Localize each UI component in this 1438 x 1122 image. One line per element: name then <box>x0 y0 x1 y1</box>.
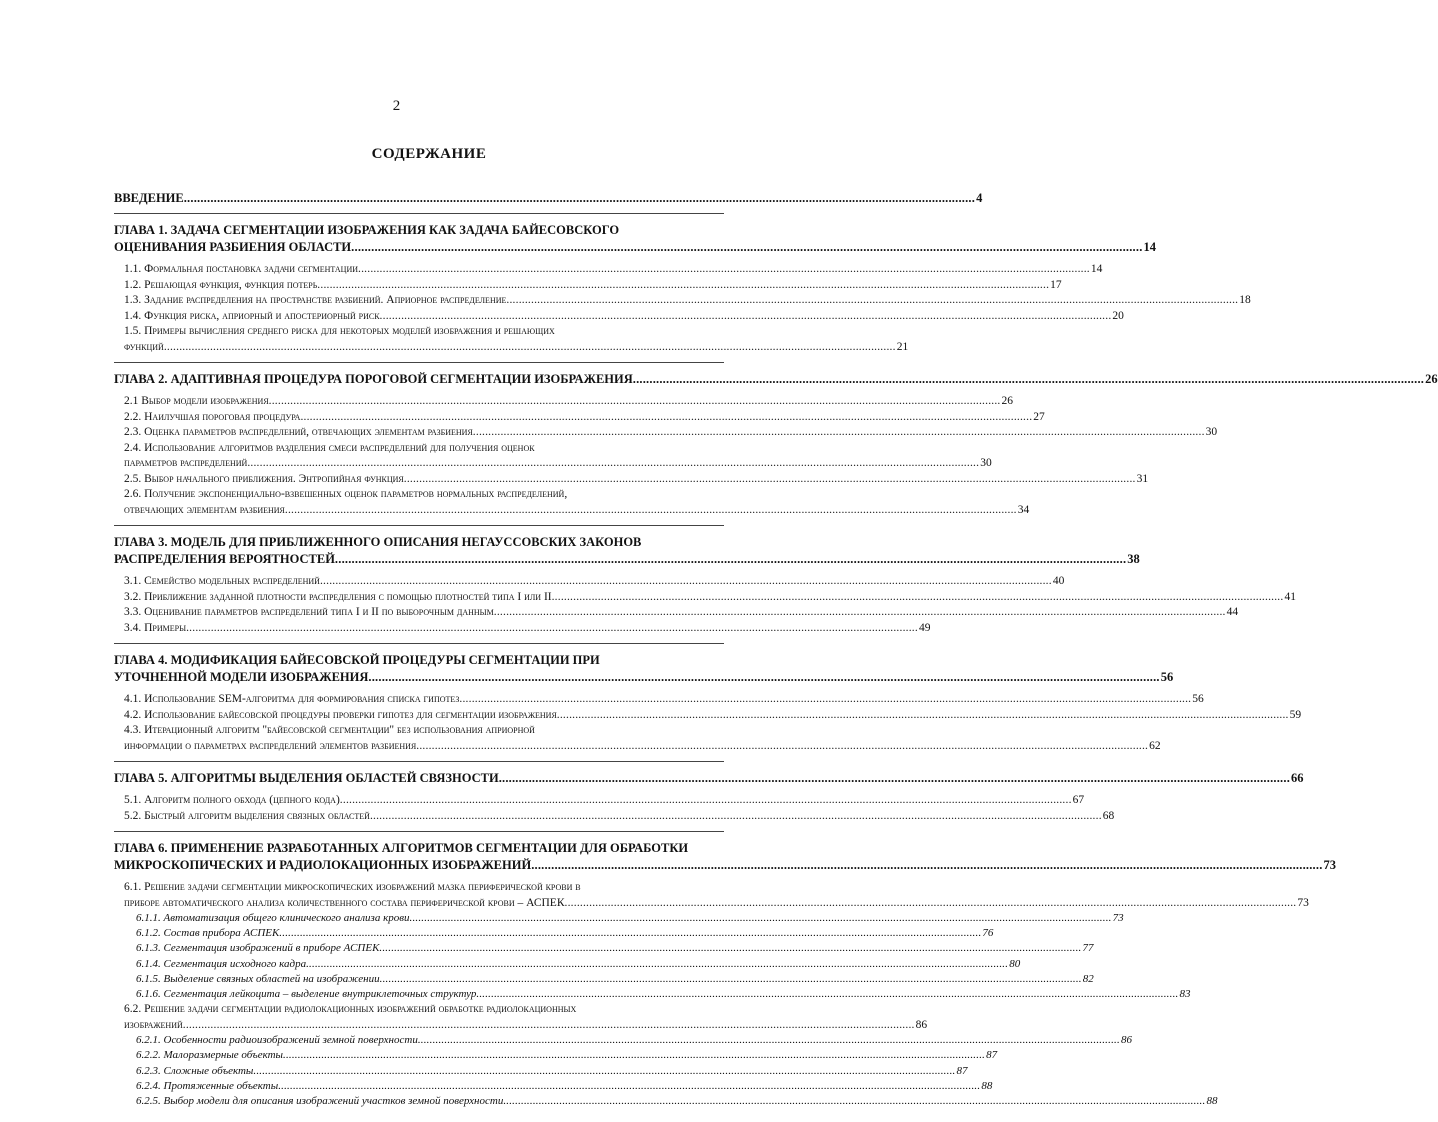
toc-section[interactable] <box>124 278 1062 294</box>
toc-page: 4 <box>976 191 983 205</box>
dot-leader <box>410 911 1112 926</box>
toc-section[interactable] <box>124 487 1030 518</box>
toc-label: 1.1. Формальная постановка задачи сегментации <box>124 263 359 275</box>
toc-chapter-4[interactable] <box>114 652 1174 686</box>
toc-page: 86 <box>1120 1034 1132 1047</box>
toc-page: 44 <box>1226 606 1239 618</box>
dot-leader <box>247 456 979 472</box>
toc-label: 5.2. Быстрый алгоритм выделения связных областей <box>124 809 370 822</box>
toc-label: 4.2. Использование байесовской процедуры проверки гипотез для сегментации изображения <box>124 708 557 721</box>
toc-subsection[interactable] <box>136 1033 1132 1048</box>
dot-leader <box>473 425 1205 441</box>
toc-section[interactable] <box>124 394 1014 410</box>
toc-page: 73 <box>1112 912 1124 924</box>
toc-page: 41 <box>1284 590 1296 603</box>
dot-leader <box>335 551 1126 568</box>
toc-label: 1.3. Задание распределения на пространстве разбиений. Априорное распределение <box>124 294 507 306</box>
dot-leader <box>565 896 1297 912</box>
toc-label: 2.1 Выбор модели изображения <box>124 395 269 407</box>
toc-section[interactable] <box>124 293 1251 309</box>
toc-page: 80 <box>1009 957 1021 970</box>
toc-subsection[interactable] <box>136 911 1124 926</box>
toc-section[interactable] <box>124 590 1296 606</box>
dot-leader <box>404 472 1136 488</box>
toc-section[interactable] <box>124 425 1218 441</box>
toc-section[interactable] <box>124 324 909 355</box>
toc-subsection[interactable] <box>136 1094 1218 1109</box>
toc-page: 77 <box>1082 942 1094 955</box>
toc-page: 18 <box>1239 294 1251 306</box>
toc-chapter-title-line2: МИКРОСКОПИЧЕСКИХ И РАДИОЛОКАЦИОННЫХ ИЗОБРАЖЕНИЙ <box>114 858 532 872</box>
dot-leader <box>351 239 1142 256</box>
toc-label: 6.1.5. Выделение связных областей на изображении <box>136 972 380 985</box>
toc-page: 31 <box>1136 472 1149 485</box>
divider <box>114 525 724 526</box>
toc-page: 38 <box>1127 552 1140 566</box>
toc-label: 1.5. Примеры вычисления среднего риска для некоторых моделей изображения и решающих <box>124 325 555 337</box>
dot-leader <box>476 987 1178 1002</box>
toc-page: 76 <box>982 927 994 940</box>
toc-subsection[interactable] <box>136 972 1094 987</box>
toc-chapter-title-line1: ГЛАВА 1. ЗАДАЧА СЕГМЕНТАЦИИ ИЗОБРАЖЕНИЯ КАК ЗАДАЧА БАЙЕСОВСКОГО <box>114 223 620 237</box>
toc-chapter-6[interactable] <box>114 840 1337 874</box>
toc-label: изображений <box>124 1018 183 1031</box>
dot-leader <box>278 1079 980 1094</box>
toc-subsection[interactable] <box>136 1079 993 1094</box>
dot-leader <box>306 957 1008 972</box>
toc-section[interactable] <box>124 1002 928 1033</box>
toc-label: 3.1. Семейство модельных распределений <box>124 575 320 587</box>
toc-section[interactable] <box>124 410 1045 426</box>
toc-page: 26 <box>1001 395 1014 407</box>
toc-chapter-title-line1: ГЛАВА 6. ПРИМЕНЕНИЕ РАЗРАБОТАННЫХ АЛГОРИТМОВ СЕГМЕНТАЦИИ ДЛЯ ОБРАБОТКИ <box>114 841 689 855</box>
toc-label: 6.2. Решение задачи сегментации радиолокационных изображений обработке радиолокационных <box>124 1003 577 1016</box>
dot-leader <box>494 605 1226 621</box>
toc-label: отвечающих элементам разбиения <box>124 503 285 516</box>
toc-page: 66 <box>1291 771 1304 785</box>
toc-chapter-title-line2: РАСПРЕДЕЛЕНИЯ ВЕРОЯТНОСТЕЙ <box>114 552 335 566</box>
toc-page: 14 <box>1143 240 1157 254</box>
dot-leader <box>368 669 1159 686</box>
toc-section[interactable] <box>124 793 1085 809</box>
toc-chapter-2[interactable] <box>114 371 1438 388</box>
toc-page: 20 <box>1112 309 1124 322</box>
dot-leader <box>557 708 1289 724</box>
toc-label: 2.2. Наилучшая пороговая процедура <box>124 410 301 423</box>
toc-section[interactable] <box>124 880 1309 911</box>
dot-leader <box>380 972 1082 987</box>
toc-chapter-3[interactable] <box>114 534 1140 568</box>
toc-page: 87 <box>986 1049 998 1062</box>
toc-page: 56 <box>1192 693 1204 705</box>
toc-page: 30 <box>1205 426 1218 438</box>
toc-chapter-title-line2: ОЦЕНИВАНИЯ РАЗБИЕНИЯ ОБЛАСТИ <box>114 240 352 254</box>
dot-leader <box>531 857 1322 874</box>
toc-label: 6.1. Решение задачи сегментации микроскопических изображений мазка периферической крови в <box>124 881 581 893</box>
toc-label: 2.3. Оценка параметров распределений, отвечающих элементам разбиения <box>124 426 473 438</box>
page-title: СОДЕРЖАНИЕ <box>371 146 487 162</box>
toc-section[interactable] <box>124 262 1103 278</box>
toc-label: 4.1. Использование SEM-алгоритма для формирования списка гипотез <box>124 693 460 705</box>
toc-page: 49 <box>918 621 931 634</box>
toc-page: 40 <box>1052 575 1065 587</box>
dot-leader <box>253 1064 955 1079</box>
toc-page: 73 <box>1323 858 1337 872</box>
divider <box>114 362 724 363</box>
toc-label: приборе автоматического анализа количественного состава периферической крови – АСПЕК <box>124 896 565 909</box>
dot-leader <box>503 1094 1205 1109</box>
divider <box>114 213 724 214</box>
dot-leader <box>183 1018 915 1034</box>
toc-page: 14 <box>1090 263 1103 275</box>
toc-subsection[interactable] <box>136 1064 968 1079</box>
dot-leader <box>416 739 1148 755</box>
toc-subsection[interactable] <box>136 926 994 941</box>
divider <box>114 643 724 644</box>
toc-label: 1.4. Функция риска, априорный и апостериорный риск <box>124 309 380 322</box>
toc-page: 30 <box>980 457 992 469</box>
divider <box>114 831 724 832</box>
toc-label: 2.6. Получение экспоненциально-взвешенных оценок параметров нормальных распределений, <box>124 488 568 500</box>
toc-page: 68 <box>1102 809 1115 822</box>
toc-label: 2.5. Выбор начального приближения. Энтропийная функция <box>124 472 404 485</box>
toc-subsection[interactable] <box>136 1048 998 1063</box>
dot-leader <box>300 410 1032 426</box>
toc-page: 88 <box>981 1079 993 1092</box>
toc-chapter-title-line1: ГЛАВА 4. МОДИФИКАЦИЯ БАЙЕСОВСКОЙ ПРОЦЕДУРЫ СЕГМЕНТАЦИИ ПРИ <box>114 653 600 667</box>
dot-leader <box>269 394 1001 410</box>
toc-label: 6.2.2. Малоразмерные объекты <box>136 1049 283 1062</box>
toc-section[interactable] <box>124 723 1161 754</box>
toc-label: 6.2.5. Выбор модели для описания изображений участков земной поверхности <box>136 1095 504 1108</box>
toc-label: 6.2.3. Сложные объекты <box>136 1064 254 1077</box>
dot-leader <box>186 621 918 637</box>
toc-page: 17 <box>1050 278 1062 291</box>
toc-label: 3.4. Примеры <box>124 621 187 634</box>
toc-page: 62 <box>1149 739 1161 752</box>
toc-page: 83 <box>1179 988 1191 1001</box>
toc-chapter-title: ГЛАВА 2. АДАПТИВНАЯ ПРОЦЕДУРА ПОРОГОВОЙ СЕГМЕНТАЦИИ ИЗОБРАЖЕНИЯ <box>114 372 633 386</box>
toc-page: 27 <box>1033 410 1045 423</box>
dot-leader <box>279 926 981 941</box>
toc-section[interactable] <box>124 809 1115 825</box>
toc-section[interactable] <box>124 692 1204 708</box>
toc-intro[interactable] <box>114 190 983 206</box>
toc-label: 3.3. Оценивание параметров распределений типа I и II по выборочным данным <box>124 606 494 618</box>
toc-chapter-title-line2: УТОЧНЕННОЙ МОДЕЛИ ИЗОБРАЖЕНИЯ <box>114 670 369 684</box>
toc-page: 67 <box>1072 794 1085 806</box>
toc-chapter-5[interactable] <box>114 770 1304 787</box>
toc-subsection[interactable] <box>136 987 1191 1002</box>
toc-section[interactable] <box>124 605 1239 621</box>
toc-label: 2.4. Использование алгоритмов разделения смеси распределений для получения оценок <box>124 441 535 454</box>
toc-label: 6.2.1. Особенности радиоизображений земной поверхности <box>136 1034 418 1047</box>
toc-label: 5.1. Алгоритм полного обхода (цепного кода) <box>124 794 340 806</box>
toc-section[interactable] <box>124 574 1065 590</box>
toc-subsection[interactable] <box>136 957 1021 972</box>
toc-section[interactable] <box>124 309 1124 325</box>
toc-label: параметров распределений <box>124 457 248 469</box>
toc-label: 6.1.1. Автоматизация общего клинического анализа крови <box>136 912 410 924</box>
toc-label: функций <box>124 340 164 353</box>
toc-section[interactable] <box>124 472 1149 488</box>
dot-leader <box>164 340 896 356</box>
toc-page: 34 <box>1017 503 1030 516</box>
toc-chapter-title-line1: ГЛАВА 3. МОДЕЛЬ ДЛЯ ПРИБЛИЖЕННОГО ОПИСАНИЯ НЕГАУССОВСКИХ ЗАКОНОВ <box>114 535 642 549</box>
toc-label: 4.3. Итерационный алгоритм "байесовской сегментации" без использования априорной <box>124 724 535 736</box>
page-number: 2 <box>392 98 401 114</box>
dot-leader <box>379 941 1081 956</box>
toc-chapter-1[interactable] <box>114 222 1157 256</box>
toc-page: 26 <box>1425 372 1438 386</box>
toc-subsection[interactable] <box>136 941 1094 956</box>
dot-leader <box>283 1048 985 1063</box>
toc-page: 88 <box>1206 1095 1218 1108</box>
dot-leader <box>320 574 1052 590</box>
divider <box>114 761 724 762</box>
dot-leader <box>418 1033 1120 1048</box>
toc-label: 6.1.6. Сегментация лейкоцита – выделение внутриклеточных структур <box>136 988 477 1001</box>
dot-leader <box>633 371 1424 388</box>
dot-leader <box>317 278 1049 294</box>
dot-leader <box>370 809 1102 825</box>
toc-page: 86 <box>915 1018 928 1031</box>
toc-label: 3.2. Приближение заданной плотности распределения с помощью плотностей типа I или II <box>124 590 552 603</box>
dot-leader <box>506 293 1238 309</box>
toc-page: 59 <box>1289 708 1302 721</box>
toc-section[interactable] <box>124 708 1302 724</box>
dot-leader <box>358 262 1090 278</box>
toc-label: 6.1.3. Сегментация изображений в приборе АСПЕК <box>136 942 380 955</box>
toc-page: 87 <box>956 1064 968 1077</box>
dot-leader <box>285 503 1017 519</box>
toc-page: 56 <box>1160 670 1174 684</box>
toc-label: 6.1.2. Состав прибора АСПЕК <box>136 927 280 940</box>
dot-leader <box>340 793 1072 809</box>
toc-label: 6.1.4. Сегментация исходного кадра <box>136 957 307 970</box>
toc-section[interactable] <box>124 441 992 472</box>
toc-label: 6.2.4. Протяженные объекты <box>136 1079 279 1092</box>
toc-label: информации о параметрах распределений элементов разбиения <box>124 739 417 752</box>
dot-leader <box>499 770 1290 787</box>
toc-chapter-title: ГЛАВА 5. АЛГОРИТМЫ ВЫДЕЛЕНИЯ ОБЛАСТЕЙ СВЯЗНОСТИ <box>114 771 499 785</box>
toc-page: 73 <box>1297 896 1309 909</box>
table-of-contents <box>114 190 1438 1109</box>
toc-label: 1.2. Решающая функция, функция потерь <box>124 278 318 291</box>
dot-leader <box>459 692 1191 708</box>
toc-page: 21 <box>896 340 909 353</box>
toc-label: ВВЕДЕНИЕ <box>114 191 184 205</box>
dot-leader <box>184 190 975 206</box>
dot-leader <box>552 590 1284 606</box>
toc-section[interactable] <box>124 621 931 637</box>
toc-page: 82 <box>1082 972 1094 985</box>
dot-leader <box>380 309 1112 325</box>
